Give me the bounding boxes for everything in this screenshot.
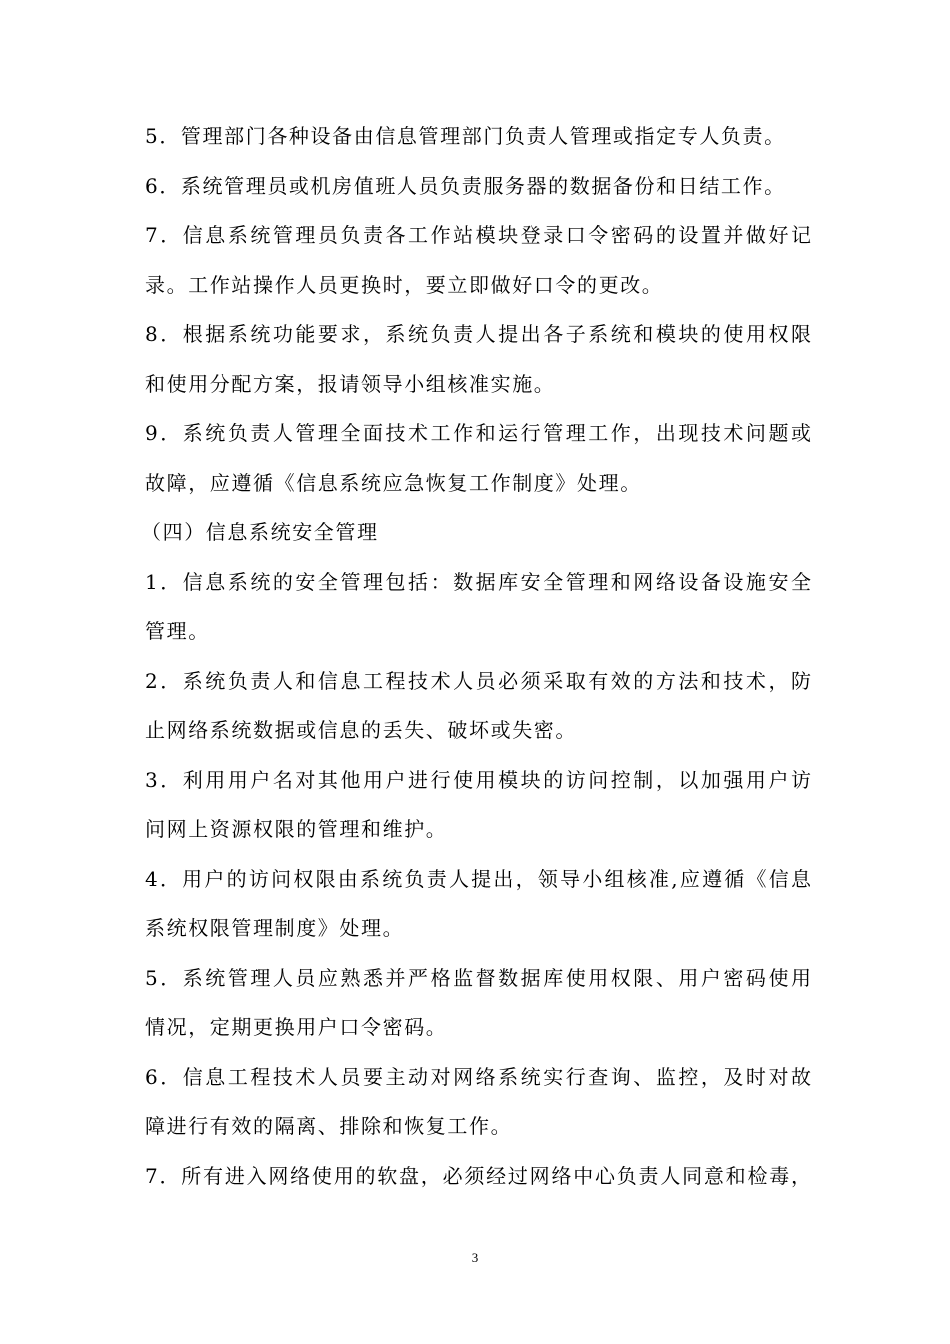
text-line: 3．利用用户名对其他用户进行使用模块的访问控制，以加强用户访 <box>145 767 811 792</box>
text-line: 管理。 <box>145 619 210 643</box>
text-line: 2．系统负责人和信息工程技术人员必须采取有效的方法和技术，防 <box>145 668 811 693</box>
text-line: 问网上资源权限的管理和维护。 <box>145 817 448 841</box>
page-number: 3 <box>471 1250 479 1265</box>
text-line: 5．管理部门各种设备由信息管理部门负责人管理或指定专人负责。 <box>145 124 786 148</box>
text-line: 1．信息系统的安全管理包括：数据库安全管理和网络设备设施安全 <box>145 569 811 594</box>
text-line: 止网络系统数据或信息的丢失、破坏或失密。 <box>145 718 577 742</box>
text-line: 5．系统管理人员应熟悉并严格监督数据库使用权限、用户密码使用 <box>145 965 811 990</box>
text-line: 7．信息系统管理员负责各工作站模块登录口令密码的设置并做好记 <box>145 223 811 247</box>
text-line: 和使用分配方案，报请领导小组核准实施。 <box>145 371 556 396</box>
text-line: 4．用户的访问权限由系统负责人提出，领导小组核准,应遵循《信息 <box>145 866 811 891</box>
text-line: 9．系统负责人管理全面技术工作和运行管理工作，出现技术问题或 <box>145 421 811 445</box>
text-line: 8．根据系统功能要求，系统负责人提出各子系统和模块的使用权限 <box>145 322 811 346</box>
document-body <box>141 112 811 1201</box>
text-line: 情况，定期更换用户口令密码。 <box>145 1015 448 1039</box>
text-line: 6．信息工程技术人员要主动对网络系统实行查询、监控，及时对故 <box>145 1064 811 1089</box>
text-line: 7．所有进入网络使用的软盘，必须经过网络中心负责人同意和检毒， <box>145 1163 811 1188</box>
text-line: 6．系统管理员或机房值班人员负责服务器的数据备份和日结工作。 <box>145 173 786 198</box>
text-line: 系统权限管理制度》处理。 <box>145 916 405 940</box>
section-heading: （四）信息系统安全管理 <box>141 520 379 544</box>
text-line: 障进行有效的隔离、排除和恢复工作。 <box>145 1114 513 1138</box>
text-line: 故障，应遵循《信息系统应急恢复工作制度》处理。 <box>145 470 642 495</box>
text-line: 录。工作站操作人员更换时，要立即做好口令的更改。 <box>145 272 664 297</box>
